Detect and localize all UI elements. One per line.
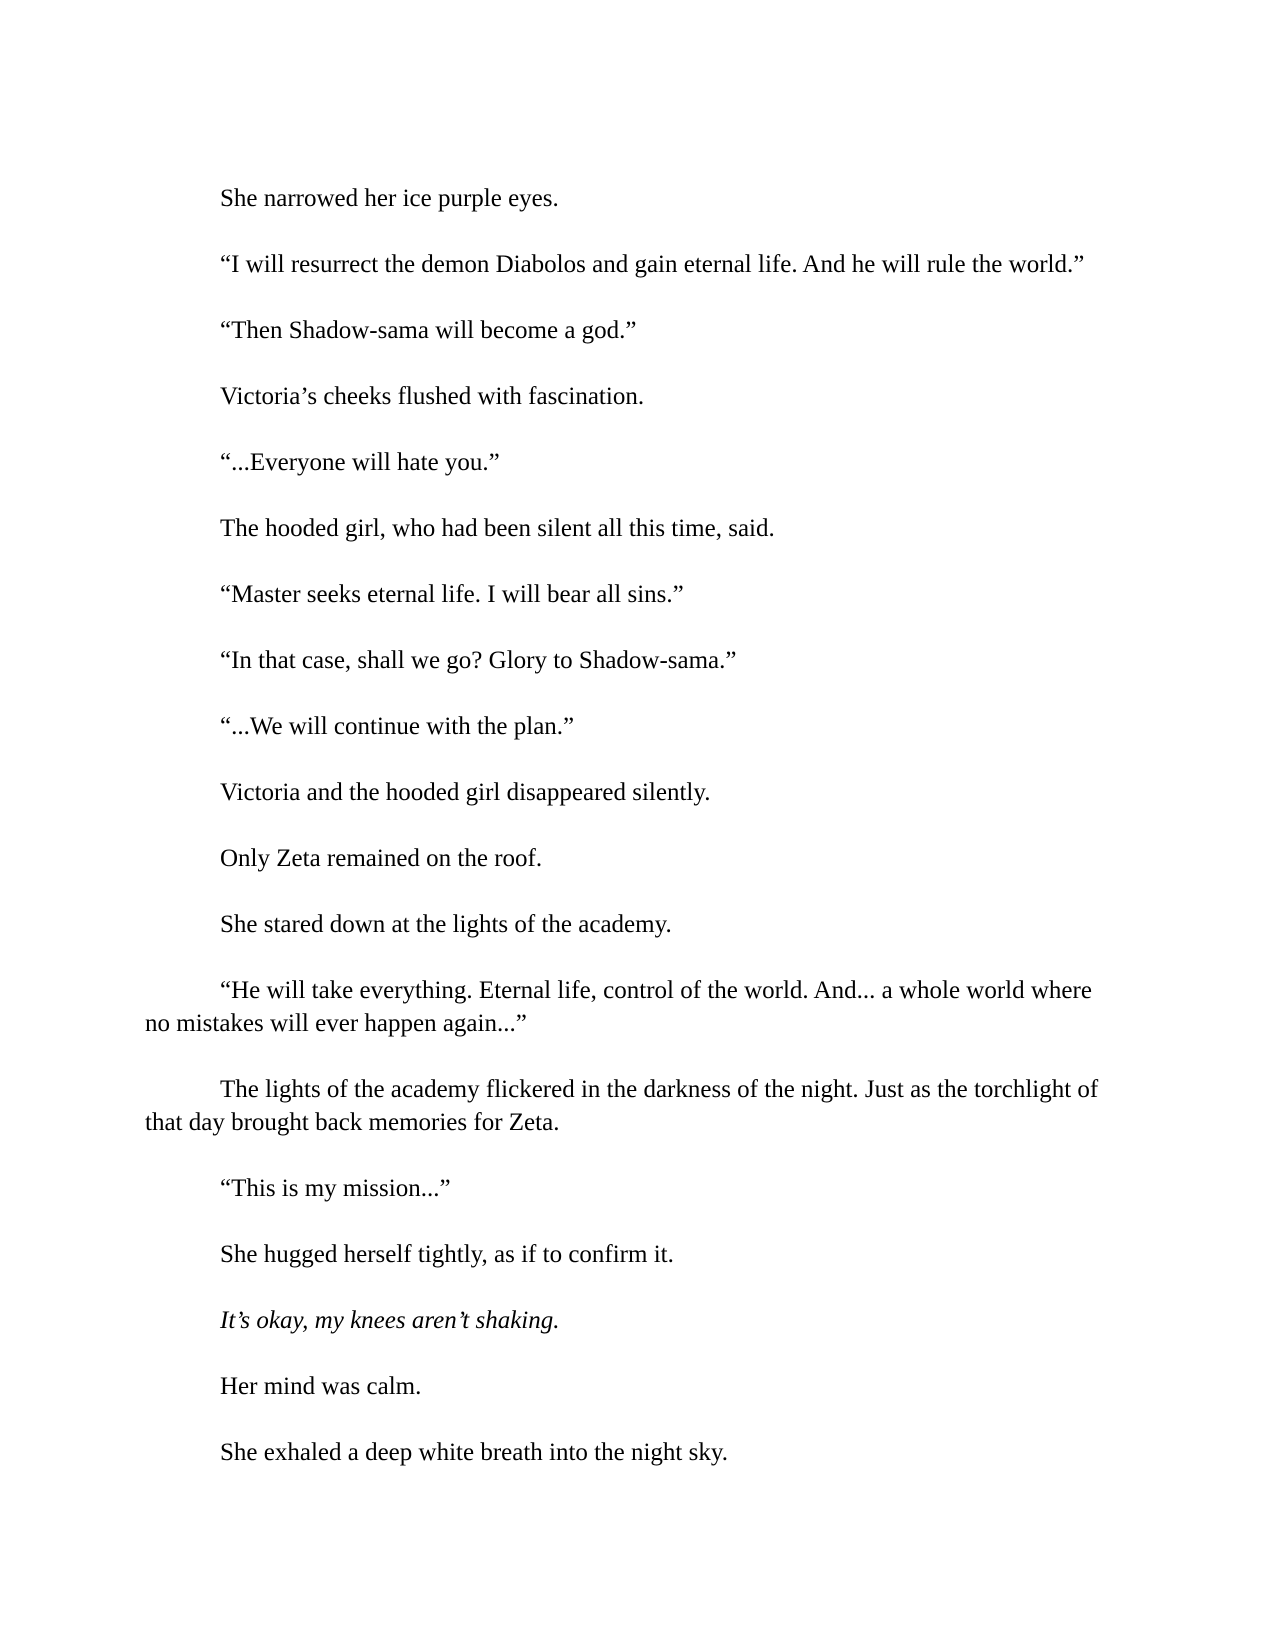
paragraph: She exhaled a deep white breath into the night sky. (220, 1439, 728, 1466)
paragraph: She hugged herself tightly, as if to confirm it. (220, 1241, 674, 1268)
paragraph: Victoria and the hooded girl disappeared silently. (220, 779, 711, 806)
paragraph: “I will resurrect the demon Diabolos and gain eternal life. And he will rule the world.” (220, 251, 1085, 278)
paragraph: Victoria’s cheeks flushed with fascination. (220, 383, 645, 410)
paragraph: She narrowed her ice purple eyes. (220, 185, 559, 212)
paragraph: “Master seeks eternal life. I will bear all sins.” (220, 581, 684, 608)
paragraph: The hooded girl, who had been silent all this time, said. (220, 515, 775, 542)
paragraph: “In that case, shall we go? Glory to Shadow-sama.” (220, 647, 737, 674)
paragraph: “...We will continue with the plan.” (220, 713, 575, 740)
paragraph: She stared down at the lights of the academy. (220, 911, 672, 938)
paragraph-inner-monologue: It’s okay, my knees aren’t shaking. (220, 1307, 560, 1334)
paragraph: “...Everyone will hate you.” (220, 449, 500, 476)
paragraph: “This is my mission...” (220, 1175, 451, 1202)
paragraph: “He will take everything. Eternal life, control of the world. And... a whole world where no mistakes will ever happen again...” (145, 977, 1092, 1037)
paragraph: Her mind was calm. (220, 1373, 422, 1400)
paragraph: Only Zeta remained on the roof. (220, 845, 543, 872)
paragraph: The lights of the academy flickered in the darkness of the night. Just as the torchlight of that day brought back memories for Zeta. (145, 1076, 1099, 1136)
paragraph: “Then Shadow-sama will become a god.” (220, 317, 637, 344)
